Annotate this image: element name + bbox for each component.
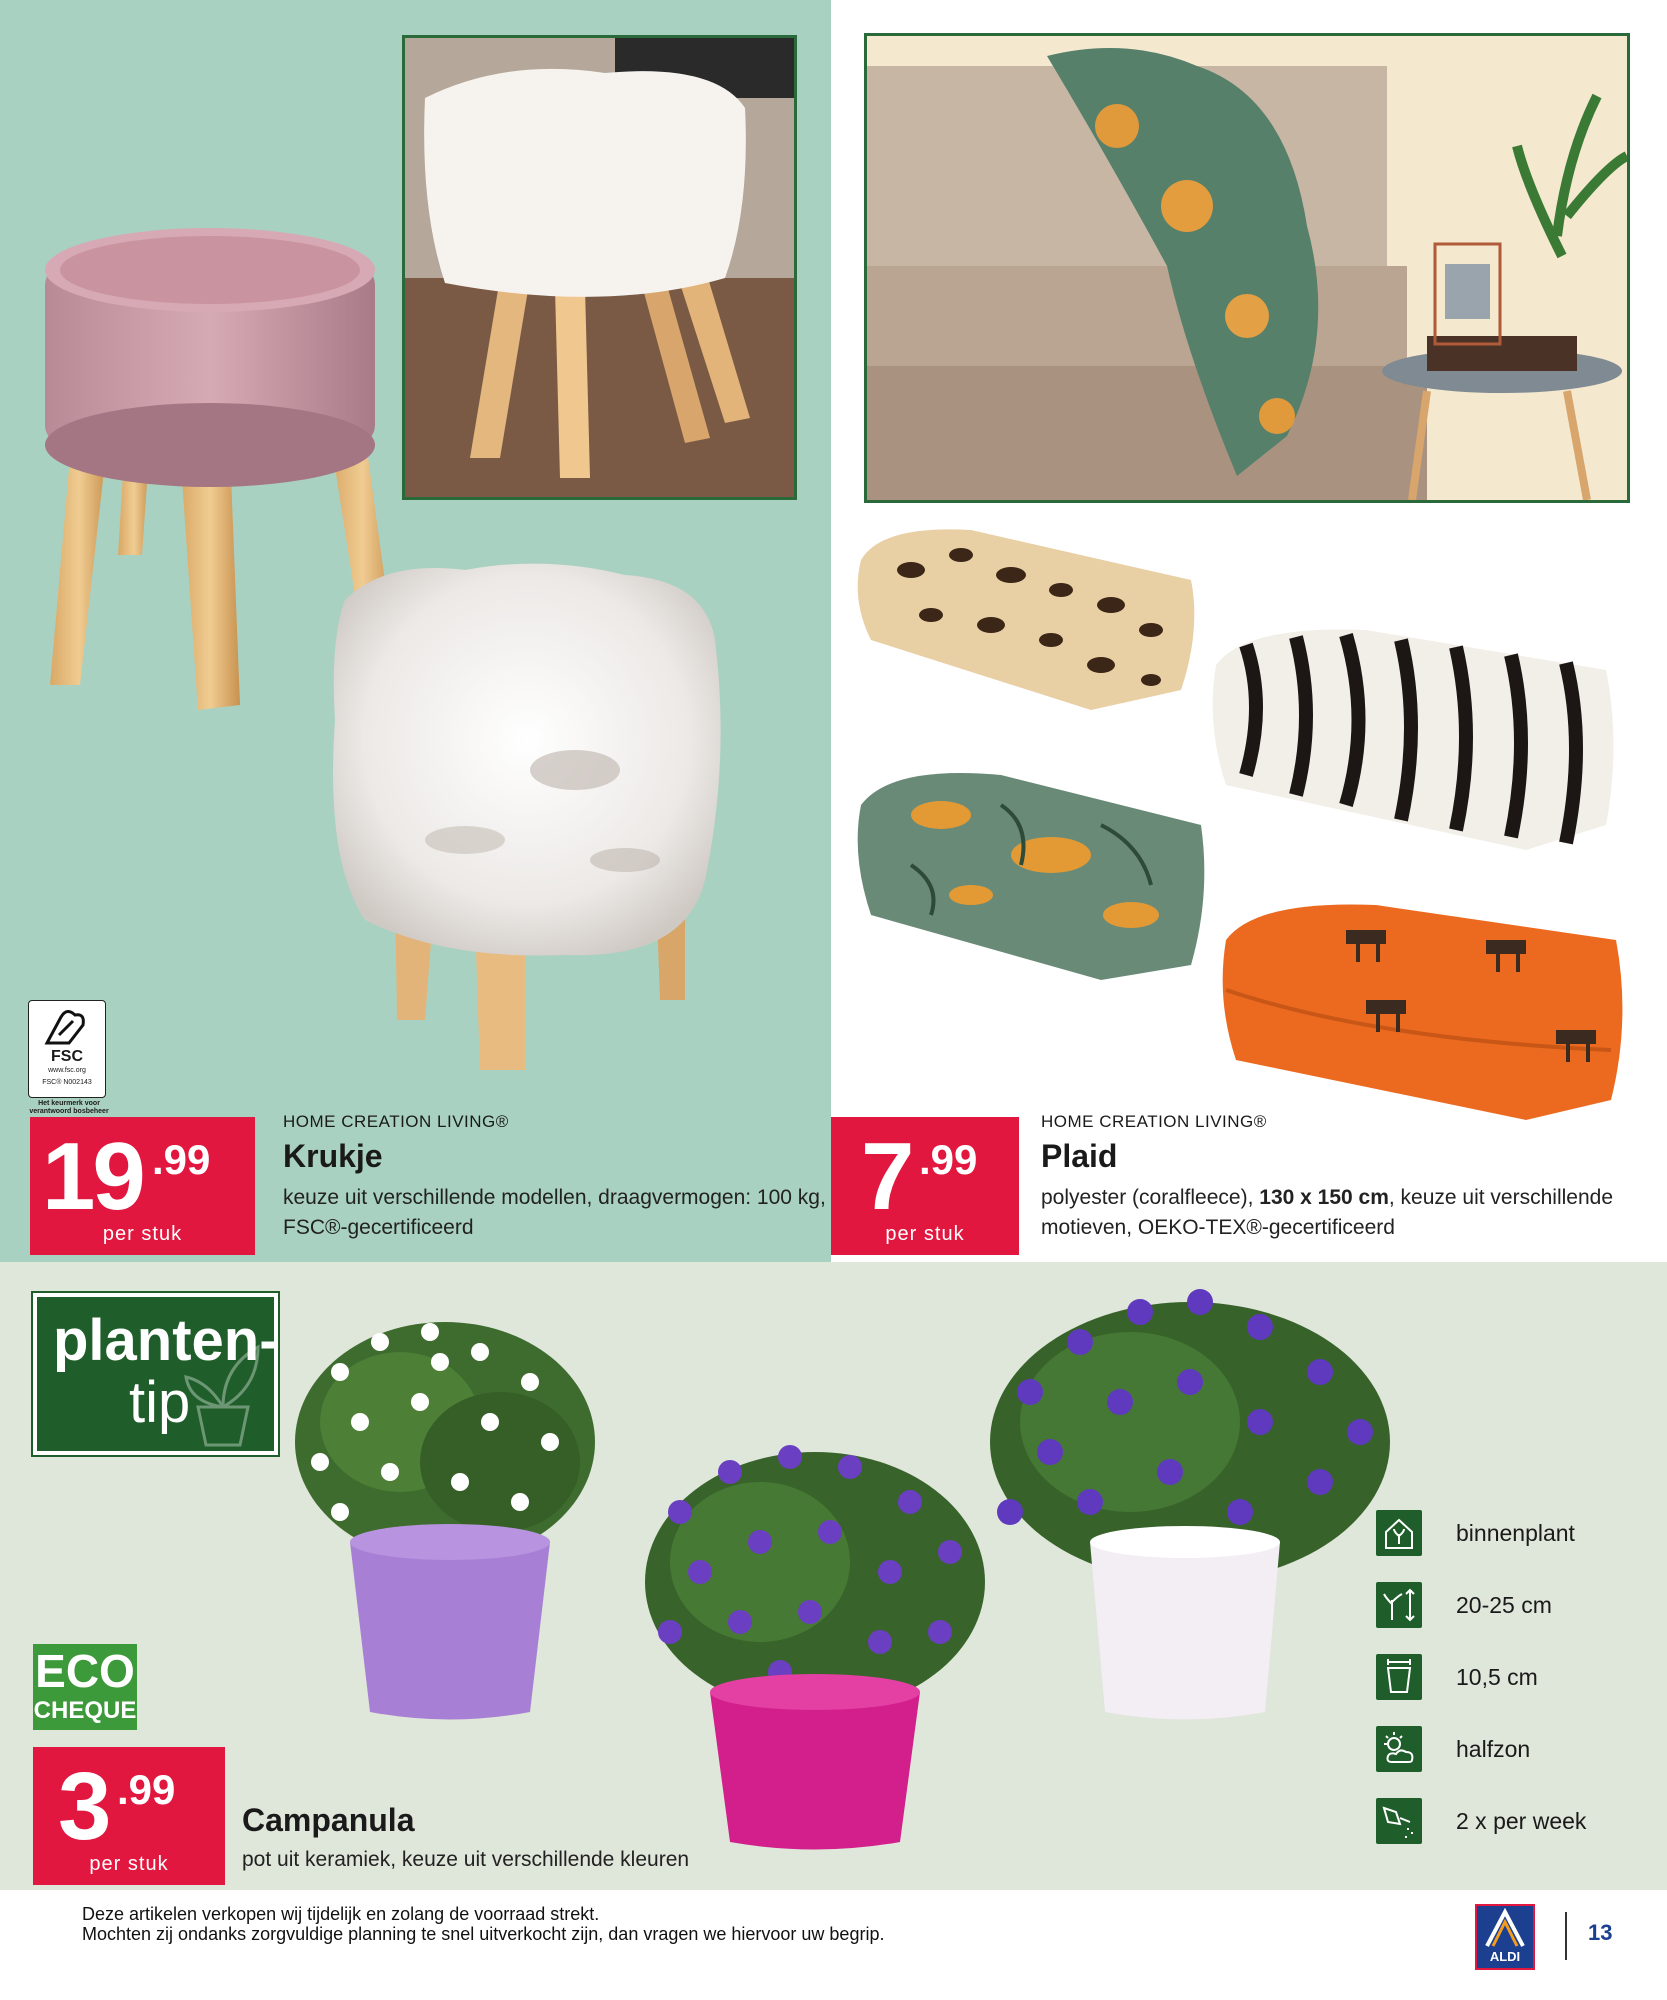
white-stool-photo — [402, 35, 797, 500]
page-number: 13 — [1588, 1920, 1613, 1945]
krukje-description — [283, 1183, 826, 1243]
white-fluffy-stool-image — [325, 560, 735, 1080]
plaid-desc-choice: , keuze uit verschillende — [1388, 1186, 1613, 1209]
sun-cloud-icon — [1376, 1726, 1422, 1772]
plaid-desc-line1 — [1041, 1183, 1613, 1213]
plaid-price-badge — [831, 1117, 1019, 1255]
pot-size-icon — [1376, 1654, 1422, 1700]
plaid-brand: HOME CREATION LIVING® — [1041, 1112, 1267, 1131]
footer-divider — [1565, 1912, 1567, 1960]
attribute-water-label: 2 x per week — [1456, 1808, 1587, 1834]
attribute-pot-size — [1376, 1654, 1636, 1706]
krukje-panel — [0, 0, 831, 1262]
eco-cheque-badge — [33, 1644, 137, 1730]
attribute-height-label: 20-25 cm — [1456, 1592, 1552, 1618]
plaid-panel — [831, 0, 1667, 1262]
campanula-price-unit: per stuk — [89, 1853, 169, 1875]
krukje-desc-line2: FSC®-gecertificeerd — [283, 1216, 474, 1239]
sofa-plaid-photo — [864, 33, 1630, 503]
plaid-price-decimals: .99 — [919, 1136, 978, 1183]
pink-pot-campanula-image — [630, 1422, 1000, 1852]
fsc-label: FSC — [51, 1048, 83, 1065]
zebra-blanket-image — [1206, 625, 1626, 850]
attribute-light — [1376, 1726, 1636, 1778]
plaid-description — [1041, 1183, 1613, 1243]
leopard-blanket-image — [851, 520, 1201, 710]
eco-cheque-line2: CHEQUE — [33, 1697, 137, 1724]
attribute-light-label: halfzon — [1456, 1736, 1531, 1762]
krukje-brand: HOME CREATION LIVING® — [283, 1112, 509, 1131]
aldi-logo — [1475, 1904, 1535, 1970]
fsc-code: FSC® N002143 — [42, 1079, 92, 1086]
fsc-tree-icon — [29, 1005, 105, 1049]
fsc-caption-line1: Het keurmerk voor — [38, 1100, 100, 1107]
green-leopard-blanket-image — [851, 765, 1211, 980]
fsc-logo — [28, 1000, 106, 1098]
krukje-name: Krukje — [283, 1138, 383, 1174]
plant-height-icon — [1376, 1582, 1422, 1628]
krukje-price-unit: per stuk — [102, 1223, 183, 1245]
aldi-logo-icon — [1477, 1908, 1533, 1948]
plaid-price-main: 7 — [861, 1123, 915, 1230]
krukje-price-main: 19 — [42, 1123, 143, 1230]
attribute-water — [1376, 1798, 1636, 1850]
plaid-desc-size: 130 x 150 cm — [1259, 1186, 1389, 1209]
attribute-indoor — [1376, 1510, 1636, 1562]
aldi-logo-text: ALDI — [1489, 1949, 1521, 1964]
krukje-price-badge — [30, 1117, 255, 1255]
campanula-description: pot uit keramiek, keuze uit verschillende kleuren — [242, 1848, 690, 1871]
attribute-height — [1376, 1582, 1636, 1634]
campanula-name: Campanula — [242, 1802, 415, 1838]
plaid-name: Plaid — [1041, 1138, 1118, 1174]
fsc-caption — [24, 1100, 114, 1116]
footer-disclaimer — [82, 1904, 884, 1944]
white-pot-campanula-image — [970, 1282, 1410, 1722]
watering-can-icon — [1376, 1798, 1422, 1844]
plantentip-badge — [33, 1293, 278, 1455]
plaid-price-unit: per stuk — [885, 1223, 965, 1245]
plantentip-line2: tip — [129, 1370, 191, 1435]
attribute-indoor-label: binnenplant — [1456, 1520, 1575, 1546]
plaid-desc-line2: motieven, OEKO-TEX®-gecertificeerd — [1041, 1216, 1395, 1239]
attribute-pot-size-label: 10,5 cm — [1456, 1664, 1538, 1690]
footer-line2: Mochten zij ondanks zorgvuldige planning te snel uitverkocht zijn, dan vragen we hiervoor uw begrip. — [82, 1924, 885, 1944]
eco-cheque-line1: ECO — [35, 1645, 135, 1697]
footer-line1: Deze artikelen verkopen wij tijdelijk en zolang de voorraad strekt. — [82, 1904, 600, 1924]
krukje-desc-line1: keuze uit verschillende modellen, draagvermogen: 100 kg, — [283, 1186, 826, 1209]
plantentip-line1: planten- — [53, 1308, 279, 1373]
krukje-price-decimals: .99 — [152, 1136, 211, 1183]
fsc-caption-line2: verantwoord bosbeheer — [29, 1108, 109, 1115]
plaid-desc-material: polyester (coralfleece), — [1041, 1186, 1260, 1209]
house-plant-icon — [1376, 1510, 1422, 1556]
campanula-price-decimals: .99 — [117, 1766, 176, 1813]
campanula-price-badge — [33, 1747, 225, 1885]
orange-zebra-blanket-image — [1216, 900, 1636, 1120]
footer — [0, 1890, 1667, 2000]
campanula-panel — [0, 1262, 1667, 1890]
white-campanula-image — [280, 1302, 610, 1722]
fsc-url: www.fsc.org — [48, 1067, 86, 1074]
campanula-price-main: 3 — [58, 1753, 112, 1860]
